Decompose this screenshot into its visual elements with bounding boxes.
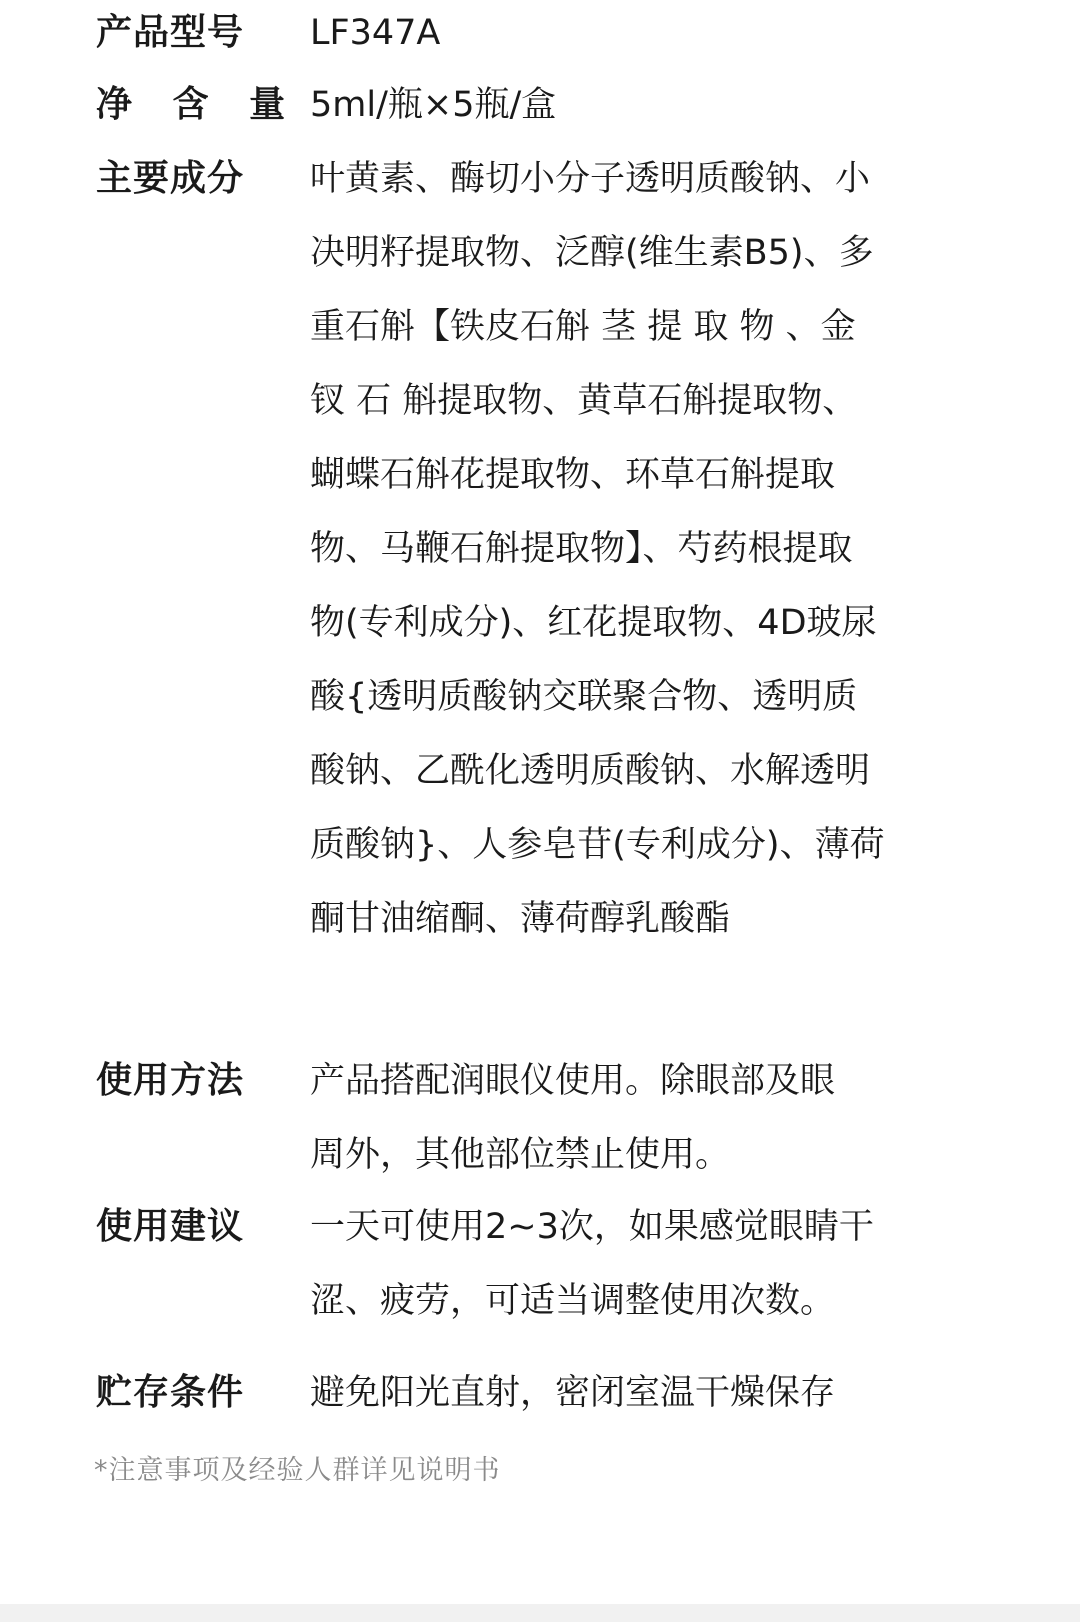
advice-line: 涩、疲劳，可适当调整使用次数。 — [310, 1281, 836, 1321]
spec-value-model — [310, 0, 960, 70]
ingredient-line: 重石斛【铁皮石斛 茎 提 取 物 、金 — [310, 307, 856, 347]
ingredient-line: 质酸钠}、人参皂苷(专利成分)、薄荷 — [310, 825, 885, 865]
ingredient-line: 钗 石 斛提取物、黄草石斛提取物、 — [310, 381, 858, 421]
spec-label-storage: 贮存条件 — [96, 1372, 245, 1413]
ingredient-line: 物(专利成分)、红花提取物、4D玻尿 — [310, 603, 877, 643]
spec-value-ingredients — [310, 142, 960, 956]
spec-value-usage — [310, 1044, 960, 1192]
ingredient-line: 叶黄素、酶切小分子透明质酸钠、小 — [310, 159, 871, 199]
spec-value-net-content — [310, 68, 960, 142]
spec-value-line: 避免阳光直射，密闭室温干燥保存 — [310, 1373, 836, 1413]
footnote: *注意事项及经验人群详见说明书 — [94, 1455, 501, 1486]
ingredient-line: 酮甘油缩酮、薄荷醇乳酸酯 — [310, 899, 731, 939]
spec-value-line: 5ml/瓶×5瓶/盒 — [310, 85, 557, 125]
spec-label-net-content: 净 含 量 — [96, 84, 300, 125]
spec-label-ingredients: 主要成分 — [96, 158, 245, 199]
bottom-divider — [0, 1604, 1080, 1622]
spec-label-usage: 使用方法 — [96, 1060, 245, 1101]
usage-line: 周外，其他部位禁止使用。 — [310, 1135, 731, 1175]
usage-line: 产品搭配润眼仪使用。除眼部及眼 — [310, 1061, 836, 1101]
ingredient-line: 物、马鞭石斛提取物】、芍药根提取 — [310, 529, 853, 569]
advice-line: 一天可使用2~3次，如果感觉眼睛干 — [310, 1207, 874, 1247]
spec-value-advice — [310, 1190, 960, 1338]
spec-label-advice: 使用建议 — [96, 1206, 245, 1247]
spec-value-storage — [310, 1356, 960, 1430]
ingredient-line: 酸钠、乙酰化透明质酸钠、水解透明 — [310, 751, 871, 791]
ingredient-line: 蝴蝶石斛花提取物、环草石斛提取 — [310, 455, 836, 495]
ingredient-line: 酸{透明质酸钠交联聚合物、透明质 — [310, 677, 858, 717]
spec-label-model: 产品型号 — [96, 12, 245, 53]
spec-value-line: LF347A — [310, 13, 441, 53]
ingredient-line: 决明籽提取物、泛醇(维生素B5)、多 — [310, 233, 874, 273]
